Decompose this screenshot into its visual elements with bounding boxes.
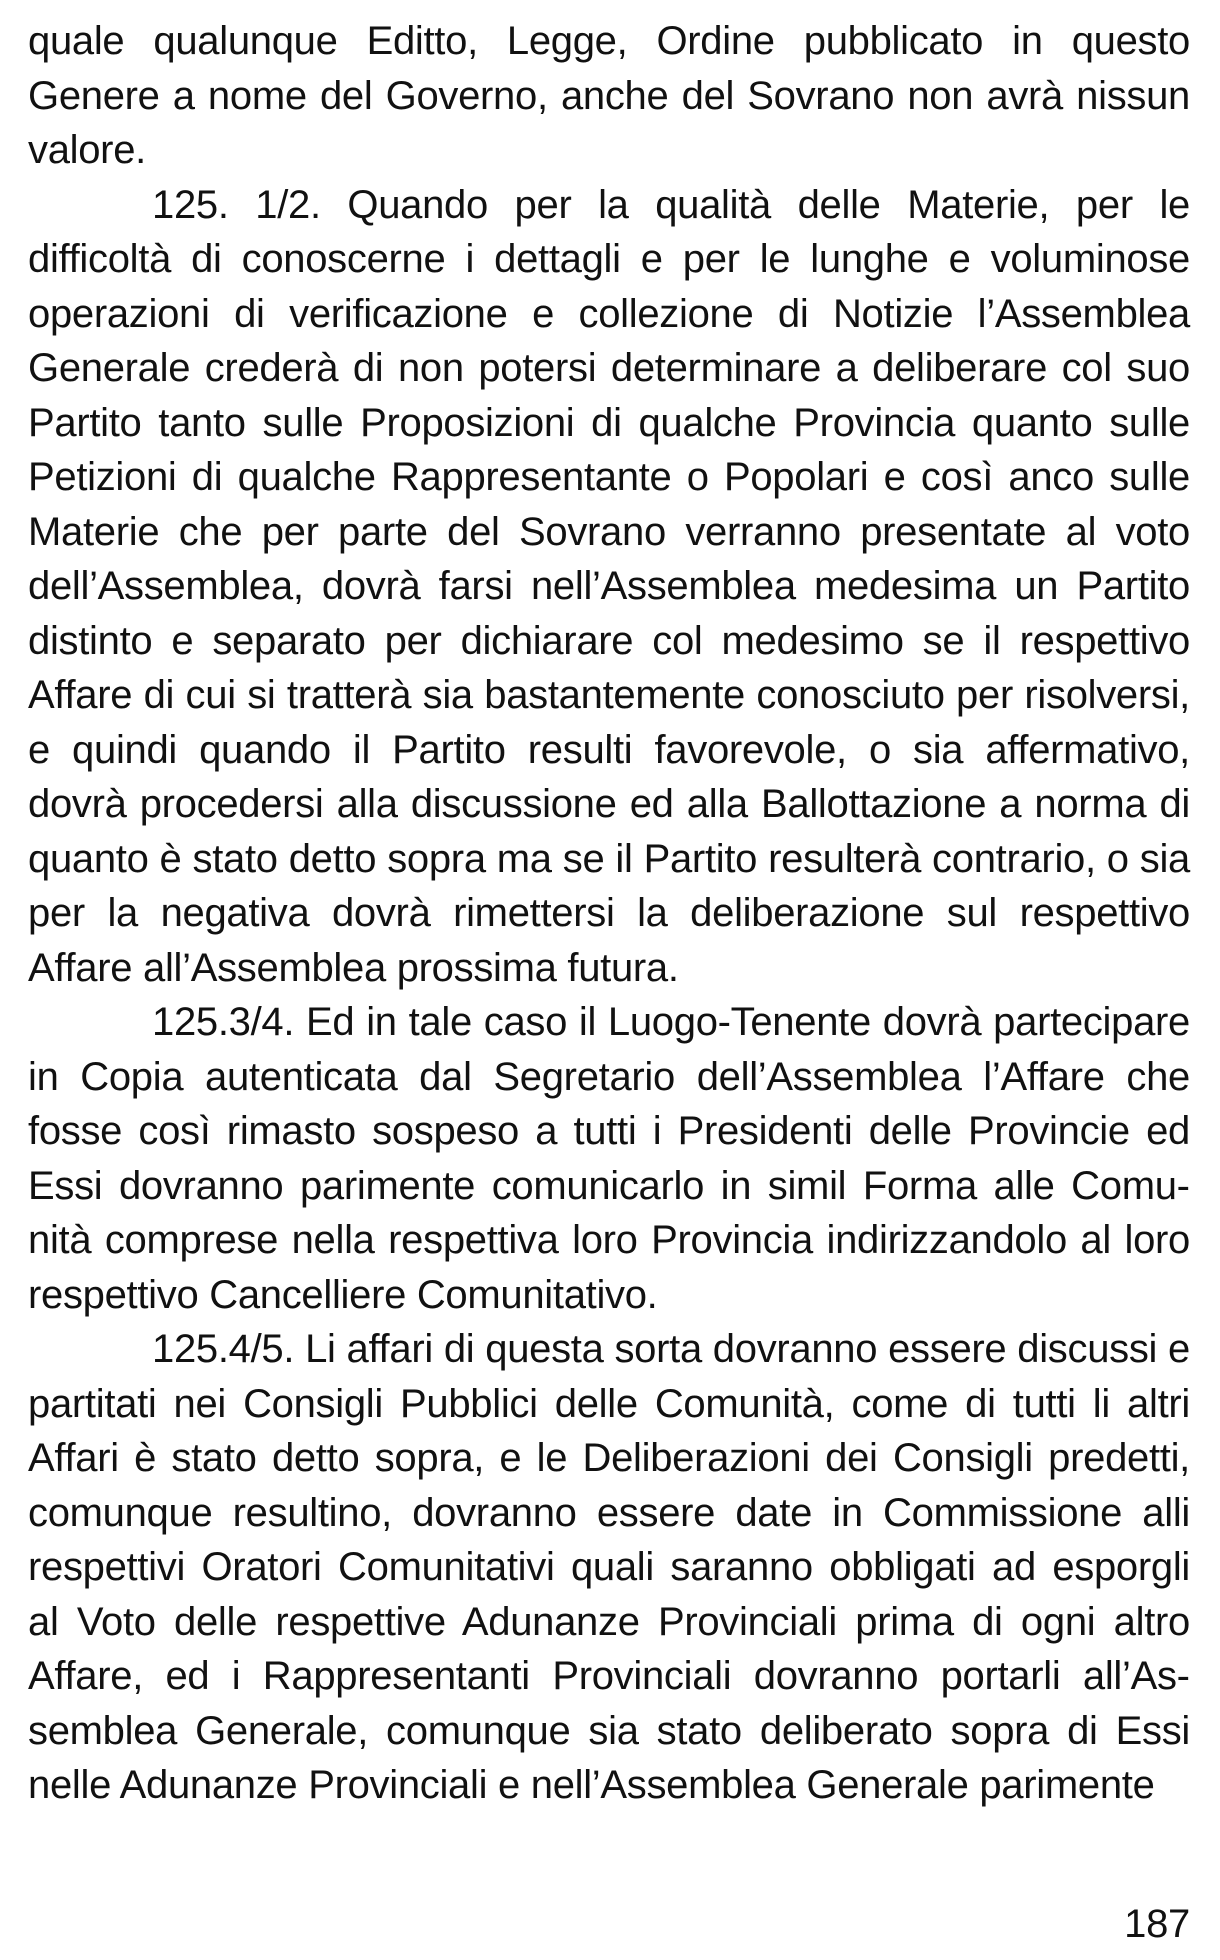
paragraph-125-4-5: 125.4/5. Li affari di questa sorta dovranno essere discussi e partitati nei Consigli Pubblici delle Comunità, come di tutti li altri Affari è stato detto sopra, e le Deliberazioni dei Consigli predetti, comunque resultino, dovranno essere date in Commissione alli respettivi Oratori Comunitativi quali saranno obbligati ad esporgli al Voto delle respettive Adunanze Provinciali prima di ogni altro Affare, ed i Rappresentanti Provinciali dovranno portarli all’Assemblea Generale, comunque sia stato deliberato sopra di Essi nelle Adunanze Provinciali e nell’Assemblea Generale parimente bbox=[28, 1327, 1190, 1807]
document-page bbox=[28, 14, 1190, 1813]
paragraph-125-3-4: 125.3/4. Ed in tale caso il Luogo-Tenente dovrà partecipare in Copia autenticata dal Segretario dell’Assemblea l’Affare che fosse così rimasto sospeso a tutti i Presidenti delle Provincie ed Essi dovranno parimente comunicarlo in simil Forma alle Comunità comprese nella respettiva loro Provincia indirizzandolo al loro respettivo Cancelliere Comunitativo. bbox=[28, 1000, 1190, 1317]
paragraph-continuation: quale qualunque Editto, Legge, Ordine pubblicato in questo Genere a nome del Governo, anche del Sovrano non avrà nissun valore. bbox=[28, 19, 1190, 172]
paragraph-125-1-2: 125. 1/2. Quando per la qualità delle Materie, per le difficoltà di conoscerne i dettagli e per le lunghe e voluminose operazioni di verificazione e collezione di Notizie l’Assemblea Generale crederà di non potersi determinare a deliberare col suo Partito tanto sulle Proposizioni di qualche Provincia quanto sulle Petizioni di qualche Rappresentante o Popolari e così anco sulle Materie che per parte del Sovrano verranno presentate al voto dell’Assemblea, dovrà farsi nell’Assemblea medesima un Partito distinto e separato per dichiarare col medesimo se il respettivo Affare di cui si tratterà sia bastantemente conosciuto per risolversi, e quindi quando il Partito resulti favorevole, o sia affermativo, dovrà procedersi alla discussione ed alla Ballottazione a norma di quanto è stato detto sopra ma se il Partito resulterà contrario, o sia per la negativa dovrà rimettersi la deliberazione sul respettivo Affare all’Assemblea prossima futura. bbox=[28, 182, 1190, 990]
page-number: 187 bbox=[1124, 1902, 1190, 1946]
